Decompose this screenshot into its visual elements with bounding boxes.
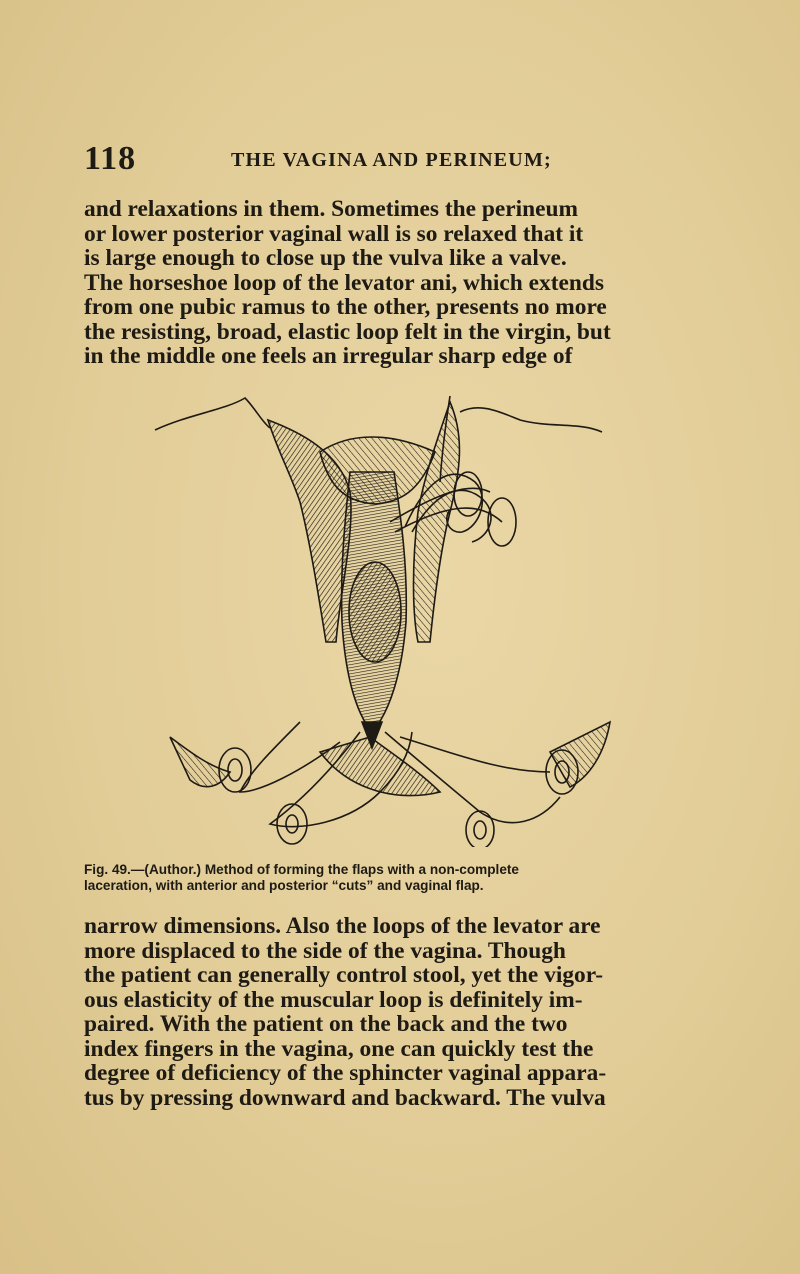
body-paragraph-top: and relaxations in them. Sometimes the perineum or lower posterior vaginal wall is so relaxed that it is large enough to close up the vulva like a valve. The horseshoe loop of the levator ani, which extends from one pubic ramus to the other, presents no more the resisting, broad, elastic loop felt in the virgin, but in the middle one feels an irregular sharp edge of — [84, 196, 611, 369]
body-paragraph-bottom: narrow dimensions. Also the loops of the levator are more displaced to the side of the vagina. Though the patient can generally control stool, yet the vigor- ous elasticity of the muscular loop is definitely im- paired. With the patient on the back and the two index fingers in the vagina, one can quickly test the degree of deficiency of the sphincter vaginal appara- tus by pressing downward and backward. The vulva — [84, 913, 607, 1111]
page-header — [84, 140, 724, 180]
surgical-engraving-icon — [150, 392, 630, 847]
figure-caption: Fig. 49.—(Author.) Method of forming the flaps with a non-complete laceration, with anterior and posterior “cuts” and vaginal flap. — [84, 862, 519, 893]
running-head: THE VAGINA AND PERINEUM; — [231, 149, 552, 171]
figure-illustration — [150, 392, 630, 847]
page-number: 118 — [84, 140, 137, 177]
